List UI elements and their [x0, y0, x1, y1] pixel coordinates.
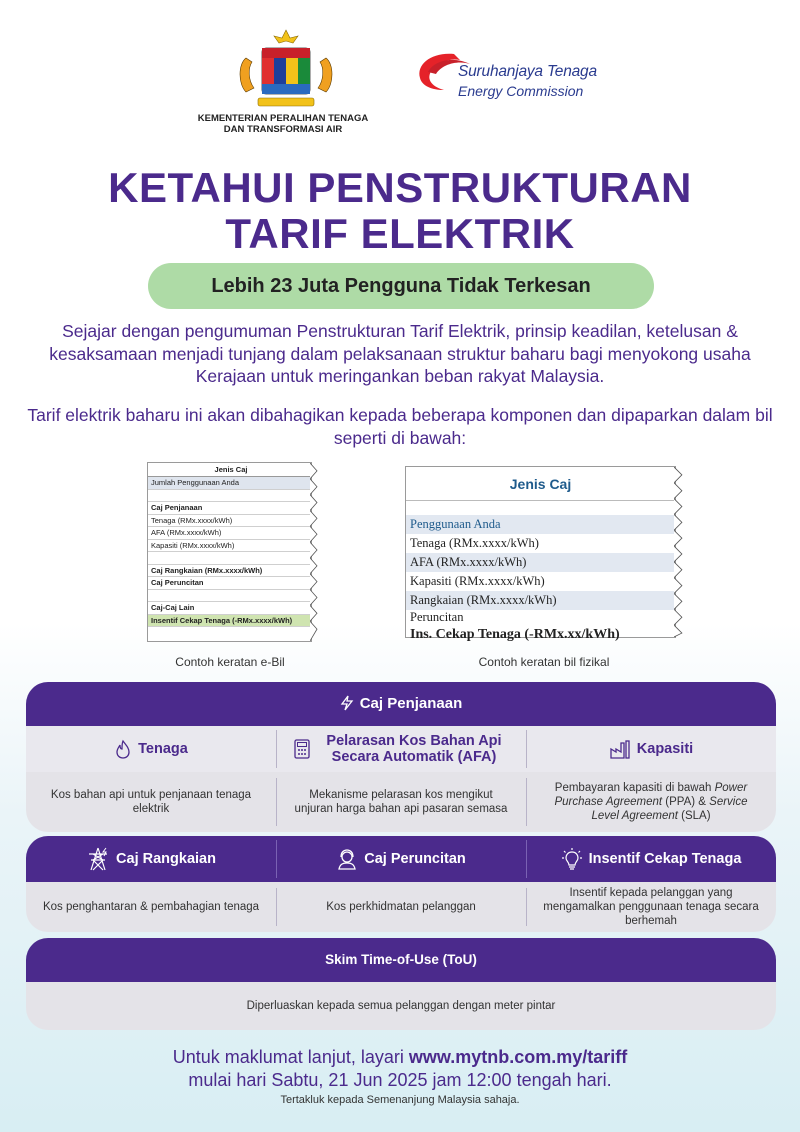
afa-heading [276, 726, 526, 772]
ministry-line-1: KEMENTERIAN PERALIHAN TENAGA [197, 113, 369, 124]
tenaga-label: Tenaga [138, 741, 188, 757]
page-title-line-1: KETAHUI PENSTRUKTURAN [108, 164, 692, 211]
transmission-tower-icon [86, 846, 110, 872]
footer-effective-date: mulai hari Sabtu, 21 Jun 2025 jam 12:00 tengah hari. [188, 1070, 612, 1090]
ebill-row: Caj Peruncitan [148, 577, 311, 590]
ebill-row: Insentif Cekap Tenaga (-RMx.xxxx/kWh) [148, 615, 311, 628]
tou-title: Skim Time-of-Use (ToU) [26, 938, 776, 982]
ministry-line-2: DAN TRANSFORMASI AIR [223, 124, 343, 135]
other-charges-card [26, 836, 776, 932]
efficiency-incentive-label: Insentif Cekap Tenaga [588, 851, 742, 867]
footer-note: Tertakluk kepada Semenanjung Malaysia sahaja. [280, 1094, 520, 1106]
fbill-header: Jenis Caj [406, 467, 675, 501]
torn-edge-icon [674, 467, 683, 637]
ebill-row [148, 590, 311, 603]
ebill-row: Caj Penjanaan [148, 502, 311, 515]
lightbulb-icon [561, 847, 583, 871]
tou-card [26, 938, 776, 1030]
ministry-name [188, 113, 378, 135]
ebill-row [148, 490, 311, 503]
retail-charge-heading [276, 836, 526, 882]
network-charge-heading [26, 836, 276, 882]
generation-charge-card [26, 682, 776, 832]
flame-icon [114, 739, 132, 759]
network-charge-label: Caj Rangkaian [116, 851, 216, 867]
ebill-row: Tenaga (RMx.xxxx/kWh) [148, 515, 311, 528]
kapasiti-description: Pembayaran kapasiti di bawah Power Purchase Agreement (PPA) & Service Level Agreement (SLA) [526, 772, 776, 832]
retail-charge-description: Kos perkhidmatan pelanggan [276, 882, 526, 932]
fbill-row: Rangkaian (RMx.xxxx/kWh) [406, 591, 675, 610]
tou-description: Diperluaskan kepada semua pelanggan dengan meter pintar [26, 982, 776, 1030]
intro-paragraph-1: Sejajar dengan pengumuman Penstrukturan Tarif Elektrik, prinsip keadilan, ketelusan & kesaksamaan menjadi tunjang dalam pelaksanaan struktur baharu bagi menyokong usaha Kerajaan untuk meringankan beban rakyat Malaysia. [49, 321, 751, 386]
ebill-row [148, 552, 311, 565]
intro-paragraph-2: Tarif elektrik baharu ini akan dibahagikan kepada beberapa komponen dan dipaparkan dalam bil seperti di bawah: [27, 405, 773, 448]
tariff-link[interactable]: www.mytnb.com.my/tariff [408, 1047, 628, 1067]
torn-edge-icon [310, 463, 318, 641]
afa-label: Pelarasan Kos Bahan Api Secara Automatik (AFA) [326, 733, 502, 765]
fbill-caption: Contoh keratan bil fizikal [478, 655, 610, 669]
fbill-row: Penggunaan Anda [406, 515, 675, 534]
physical-bill-sample [405, 466, 676, 642]
commission-english-name: Energy Commission [458, 83, 584, 99]
kapasiti-heading [526, 726, 776, 772]
efficiency-incentive-description: Insentif kepada pelanggan yang mengamalkan penggunaan tenaga secara berhemah [526, 882, 776, 932]
efficiency-incentive-heading [526, 836, 776, 882]
ebill-row: Caj Rangkaian (RMx.xxxx/kWh) [148, 565, 311, 578]
ebill-header: Jenis Caj [148, 463, 311, 477]
ebill-row: Kapasiti (RMx.xxxx/kWh) [148, 540, 311, 553]
ebill-caption: Contoh keratan e-Bil [175, 655, 285, 669]
fbill-row: Tenaga (RMx.xxxx/kWh) [410, 536, 539, 550]
commission-name: Suruhanjaya Tenaga [458, 63, 597, 80]
calculator-icon [293, 738, 313, 760]
footer-info: Untuk maklumat lanjut, layari www.mytnb.com.my/tariff [172, 1047, 628, 1067]
fbill-row: Ins. Cekap Tenaga (-RMx.xx/kWh) [410, 627, 620, 642]
fbill-row: AFA (RMx.xxxx/kWh) [406, 553, 675, 572]
customer-service-icon [336, 848, 358, 870]
ebill-sample [147, 462, 312, 642]
tenaga-heading [26, 726, 276, 772]
ebill-row: Jumlah Penggunaan Anda [148, 477, 311, 490]
fbill-row: Kapasiti (RMx.xxxx/kWh) [410, 574, 545, 588]
kapasiti-label: Kapasiti [636, 741, 694, 757]
ebill-row: AFA (RMx.xxxx/kWh) [148, 527, 311, 540]
ebill-row: Caj-Caj Lain [148, 602, 311, 615]
power-plant-icon [609, 739, 631, 759]
generation-charge-title: Caj Penjanaan [359, 695, 463, 712]
lightning-icon [340, 695, 354, 711]
network-charge-description: Kos penghantaran & pembahagian tenaga [42, 901, 260, 913]
retail-charge-label: Caj Peruncitan [364, 851, 466, 867]
highlight-pill: Lebih 23 Juta Pengguna Tidak Terkesan [148, 263, 654, 309]
fbill-row: Peruncitan [410, 610, 464, 624]
tenaga-description: Kos bahan api untuk penjanaan tenaga elektrik [50, 789, 252, 815]
afa-description: Mekanisme pelarasan kos mengikut unjuran harga bahan api pasaran semasa [276, 772, 526, 832]
generation-charge-header [26, 682, 776, 726]
coat-of-arms-logo [232, 28, 340, 110]
page-title-line-2: TARIF ELEKTRIK [225, 210, 575, 257]
